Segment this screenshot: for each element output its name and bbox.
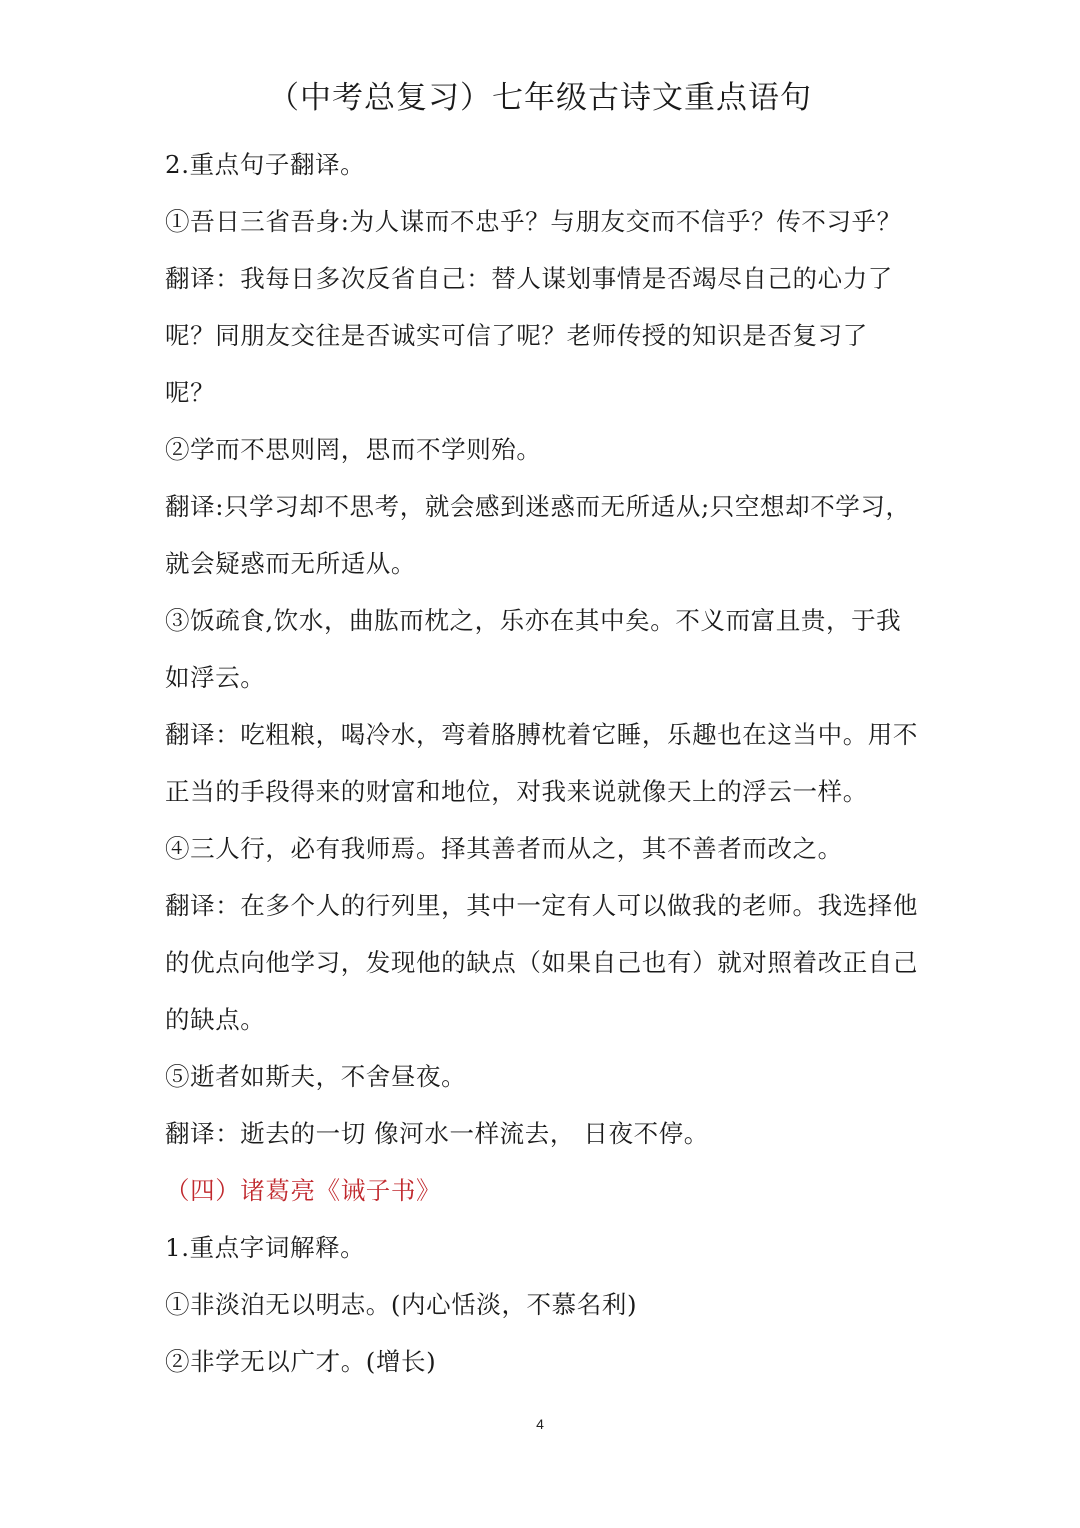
sentence-2-original: ②学而不思则罔，思而不学则殆。: [165, 435, 542, 464]
sentence-4-translation-line-3: 的缺点。: [165, 1005, 266, 1034]
sentence-1-translation-line-3: 呢？: [165, 378, 216, 407]
sentence-2-translation-line-1: 翻译:只学习却不思考，就会感到迷惑而无所适从;只空想却不学习，: [165, 492, 911, 521]
sentence-3-original-line-1: ③饭疏食,饮水，曲肱而枕之，乐亦在其中矣。不义而富且贵，于我: [165, 606, 902, 635]
sentence-5-translation: 翻译：逝去的一切 像河水一样流去， 日夜不停。: [165, 1119, 709, 1148]
sentence-2-translation-line-2: 就会疑惑而无所适从。: [165, 549, 416, 578]
sentence-3-translation-line-2: 正当的手段得来的财富和地位，对我来说就像天上的浮云一样。: [165, 777, 868, 806]
sentence-1-original: ①吾日三省吾身:为人谋而不忠乎？与朋友交而不信乎？传不习乎？: [165, 207, 902, 236]
subsection-heading-sentence-translation: 2.重点句子翻译。: [165, 150, 366, 179]
sentence-5-original: ⑤逝者如斯夫，不舍昼夜。: [165, 1062, 467, 1091]
subsection-heading-word-explanation: 1.重点字词解释。: [165, 1233, 366, 1262]
sentence-3-original-line-2: 如浮云。: [165, 663, 266, 692]
document-body: [165, 136, 925, 1390]
page-title: （中考总复习）七年级古诗文重点语句: [268, 80, 812, 116]
word-explanation-2: ②非学无以广才。(增长): [165, 1347, 437, 1376]
page-number: 4: [536, 1416, 544, 1432]
section-heading-jiezishu: （四）诸葛亮《诫子书》: [165, 1176, 442, 1205]
sentence-1-translation-line-1: 翻译：我每日多次反省自己：替人谋划事情是否竭尽自己的心力了: [165, 264, 893, 293]
sentence-4-translation-line-2: 的优点向他学习，发现他的缺点（如果自己也有）就对照着改正自己: [165, 948, 918, 977]
word-explanation-1: ①非淡泊无以明志。(内心恬淡，不慕名利): [165, 1290, 638, 1319]
sentence-1-translation-line-2: 呢？同朋友交往是否诚实可信了呢？老师传授的知识是否复习了: [165, 321, 868, 350]
sentence-4-translation-line-1: 翻译：在多个人的行列里，其中一定有人可以做我的老师。我选择他: [165, 891, 918, 920]
sentence-4-original: ④三人行，必有我师焉。择其善者而从之，其不善者而改之。: [165, 834, 843, 863]
sentence-3-translation-line-1: 翻译：吃粗粮，喝冷水，弯着胳膊枕着它睡，乐趣也在这当中。用不: [165, 720, 918, 749]
